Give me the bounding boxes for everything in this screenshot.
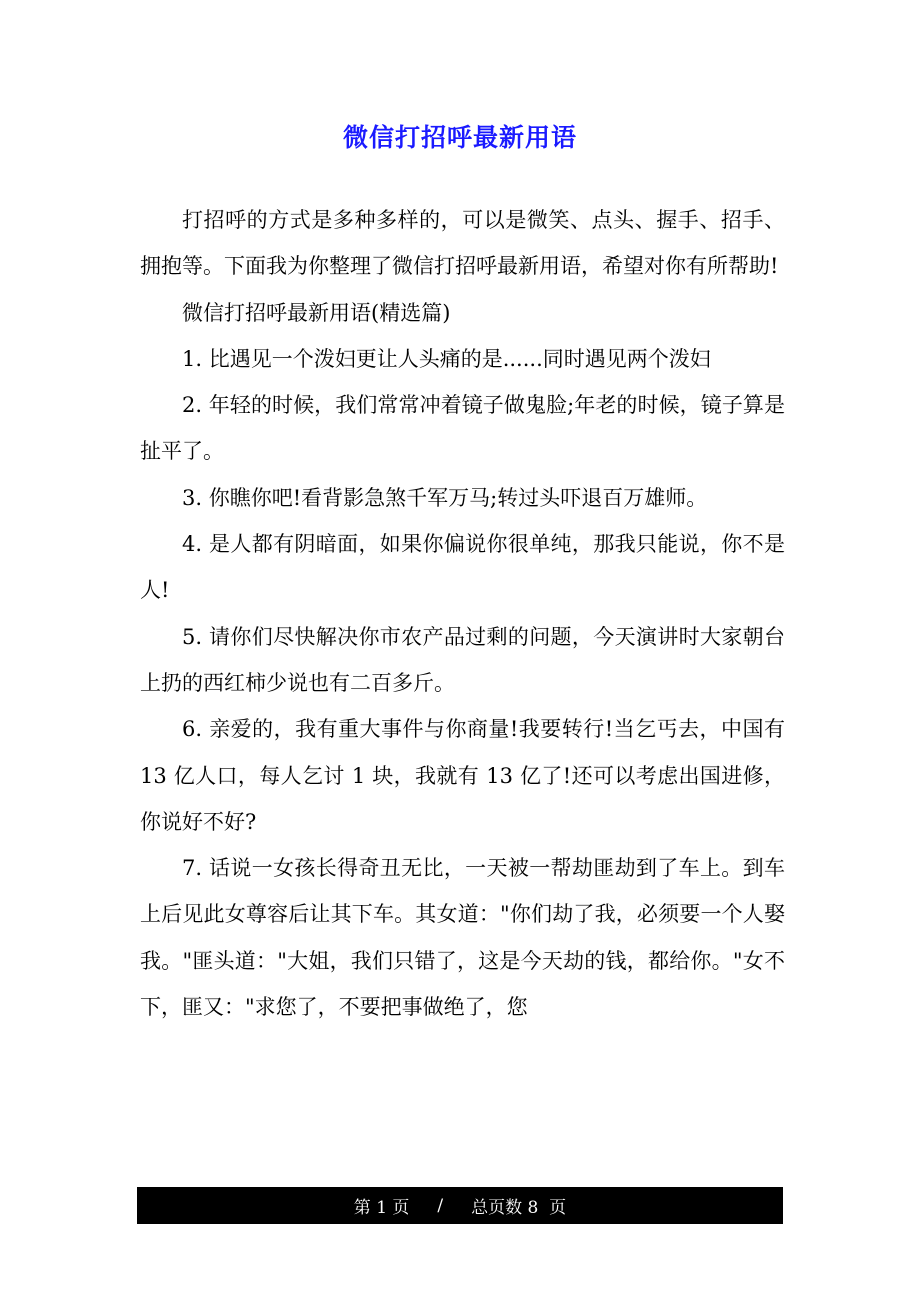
list-item: 2. 年轻的时候，我们常常冲着镜子做鬼脸;年老的时候，镜子算是扯平了。 <box>140 393 785 464</box>
list-item: 4. 是人都有阴暗面，如果你偏说你很单纯，那我只能说，你不是人! <box>140 532 785 603</box>
list-item: 3. 你瞧你吧!看背影急煞千军万马;转过头吓退百万雄师。 <box>182 485 708 510</box>
page-number: 第 1 页 <box>353 1198 410 1218</box>
list-item: 7. 话说一女孩长得奇丑无比，一天被一帮劫匪劫到了车上。到车上后见此女尊容后让其下车。其女道："你们劫了我，必须要一个人娶我。"匪头道："大姐，我们只错了，这是今天劫的钱，都给你。"女不下，匪又："求您了，不要把事做绝了，您 <box>140 856 785 1020</box>
page-footer <box>137 1187 783 1224</box>
list-item: 1. 比遇见一个泼妇更让人头痛的是......同时遇见两个泼妇 <box>182 346 711 371</box>
total-pages: 总页数 8 页 <box>471 1198 567 1218</box>
page-separator: / <box>437 1195 444 1216</box>
page-title: 微信打招呼最新用语 <box>342 123 577 152</box>
document-body <box>140 197 785 1030</box>
list-item: 6. 亲爱的，我有重大事件与你商量!我要转行!当乞丐去，中国有 13 亿人口，每人乞讨 1 块，我就有 13 亿了!还可以考虑出国进修，你说好不好? <box>140 717 785 834</box>
intro-paragraph: 打招呼的方式是多种多样的，可以是微笑、点头、握手、招手、拥抱等。下面我为你整理了微信打招呼最新用语，希望对你有所帮助! <box>140 208 785 279</box>
section-heading: 微信打招呼最新用语(精选篇) <box>182 300 451 325</box>
list-item: 5. 请你们尽快解决你市农产品过剩的问题，今天演讲时大家朝台上扔的西红柿少说也有二百多斤。 <box>140 624 785 695</box>
